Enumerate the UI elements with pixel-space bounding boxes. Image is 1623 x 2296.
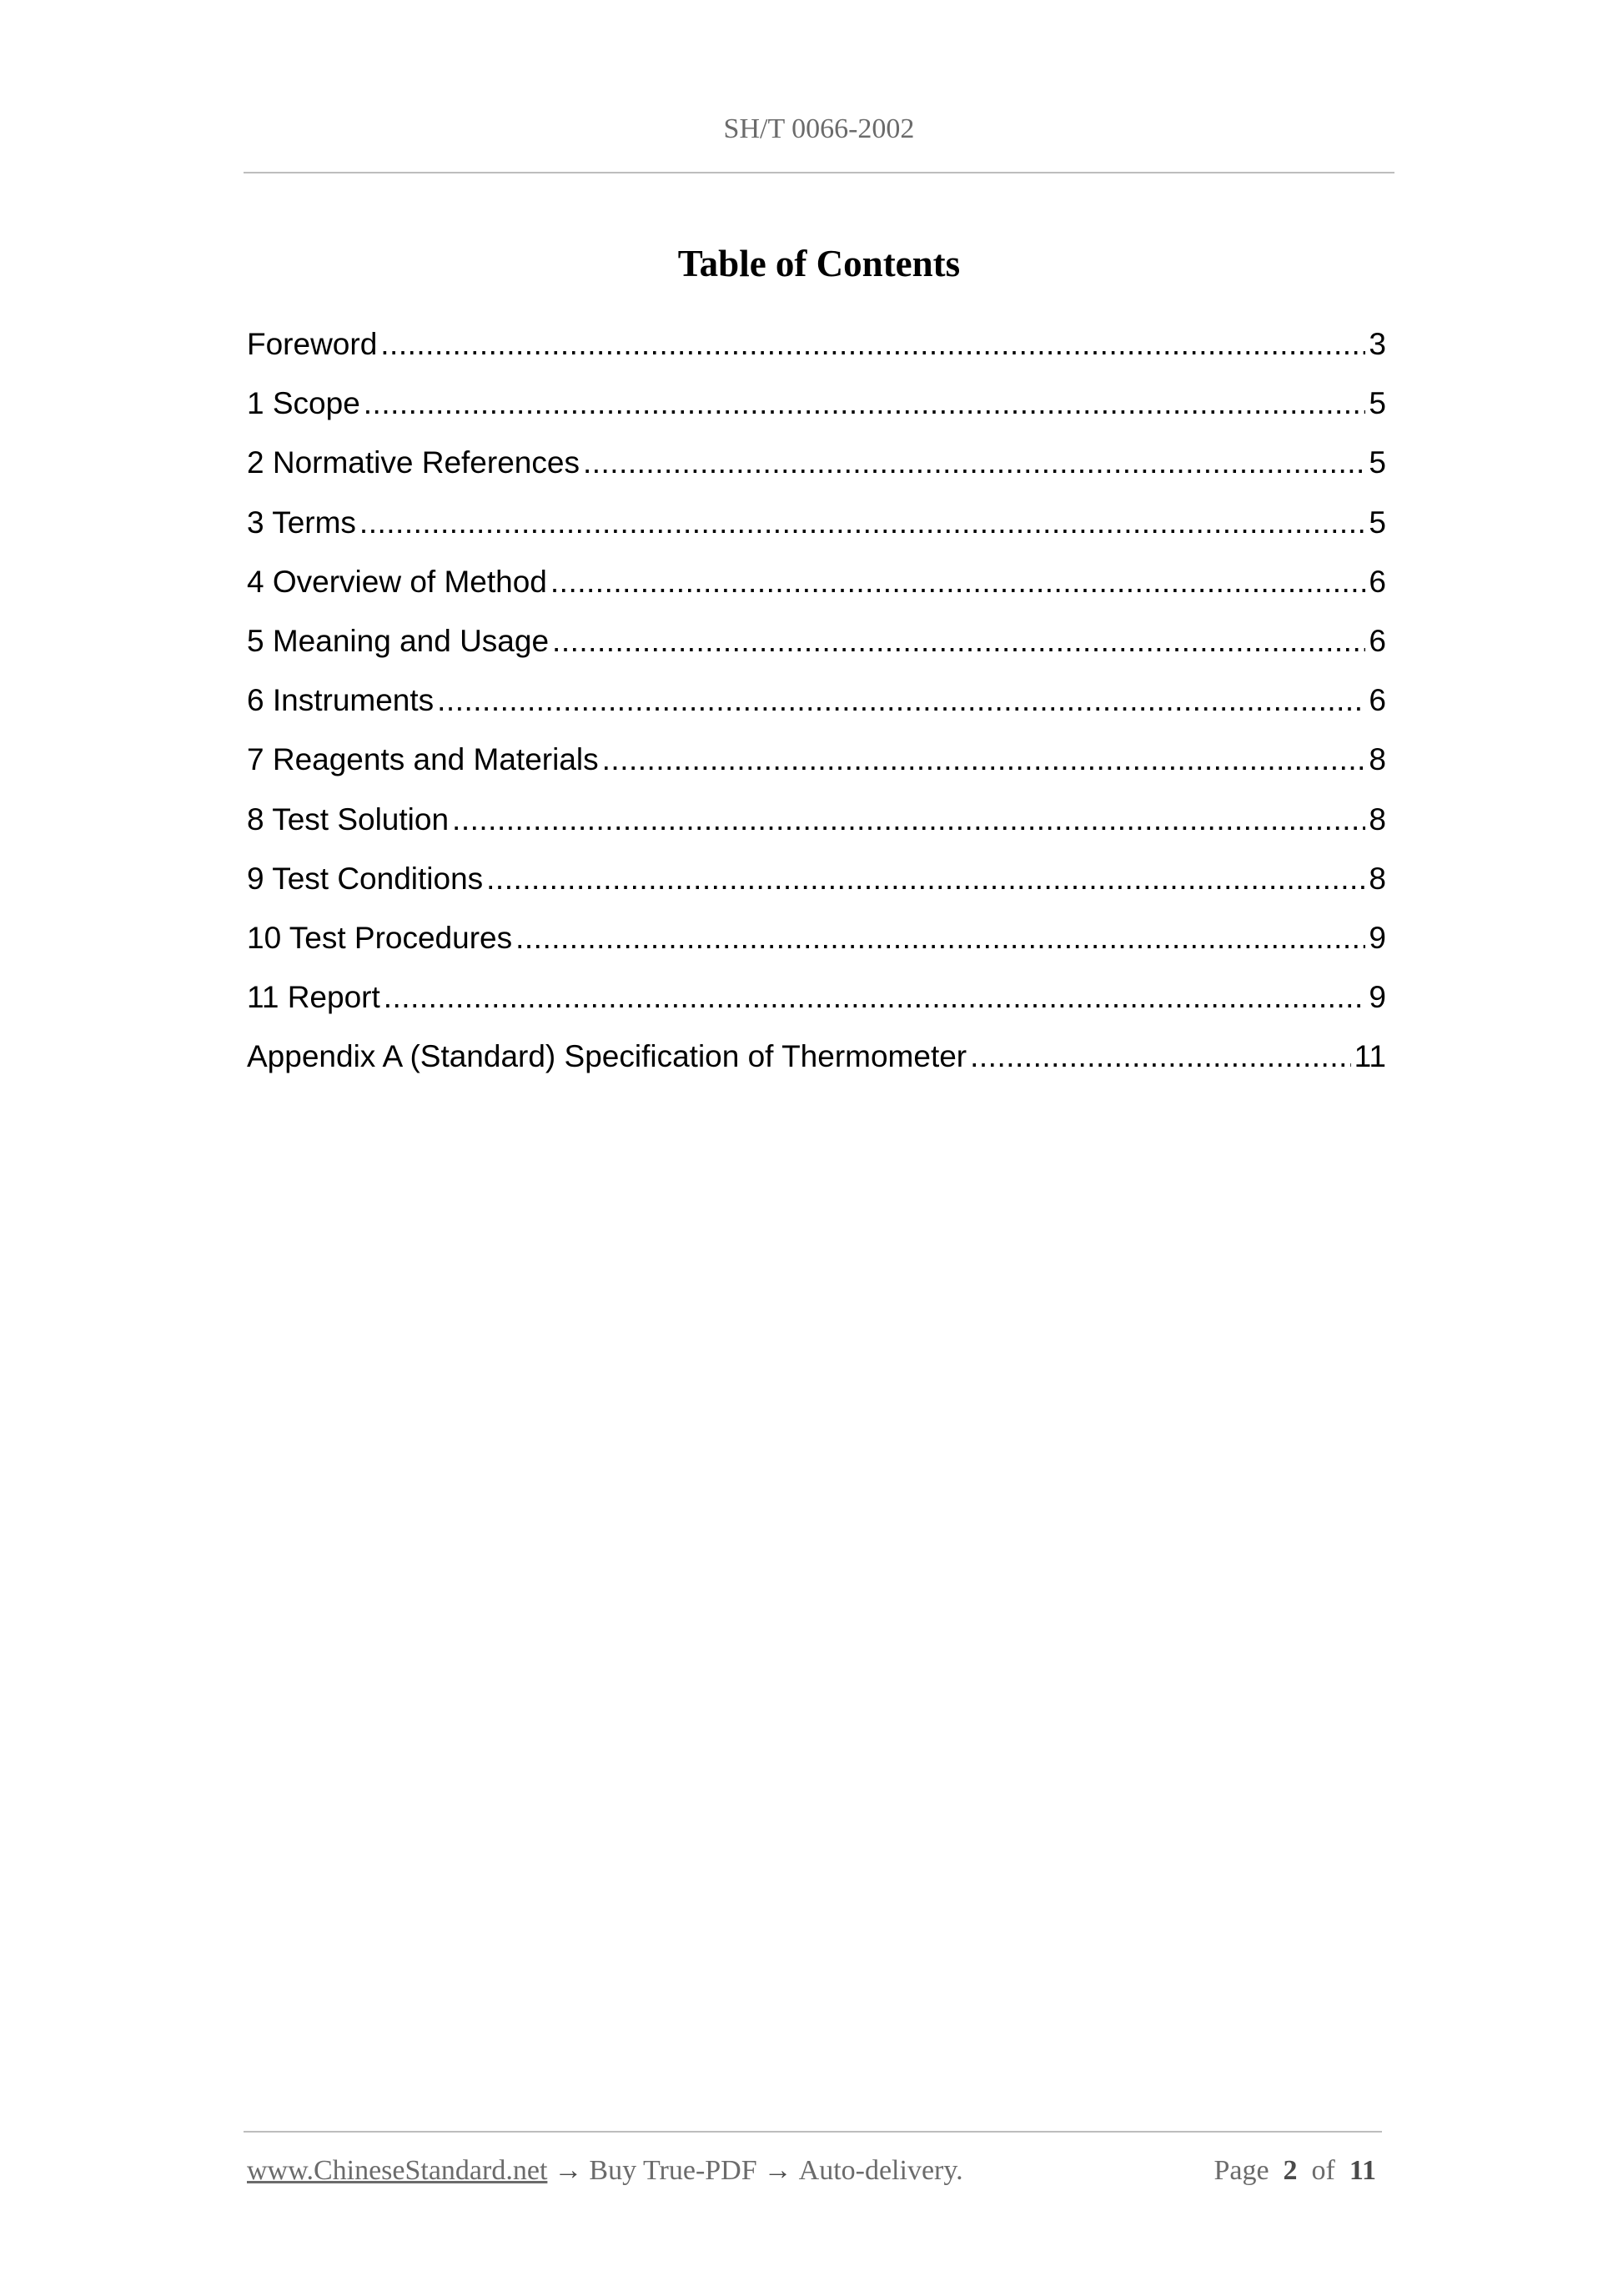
toc-entry-page: 5 [1369,386,1386,421]
footer-divider [244,2131,1382,2133]
site-link[interactable]: www.ChineseStandard.net [247,2155,548,2186]
page-number [1213,2155,1376,2187]
toc-entry-page: 8 [1369,742,1386,777]
running-header: SH/T 0066-2002 [723,113,915,144]
toc-entry[interactable] [247,565,1386,624]
header-divider [244,172,1394,173]
toc-entry-label: 7 Reagents and Materials [247,742,599,777]
toc-entry-label: 9 Test Conditions [247,861,484,896]
footer-promo [247,2155,963,2187]
toc-dot-leader [380,327,1365,362]
toc-entry[interactable] [247,980,1386,1039]
toc-dot-leader [437,683,1365,718]
toc-dot-leader [550,565,1366,600]
auto-delivery-text: Auto-delivery. [798,2155,963,2186]
toc-entry-label: Foreword [247,327,378,361]
toc-entry-page: 6 [1369,623,1386,658]
toc-dot-leader [602,742,1366,777]
toc-entry-page: 8 [1369,861,1386,896]
toc-entry-label: 8 Test Solution [247,801,450,837]
toc-entry[interactable] [247,921,1386,980]
toc-entry-label: 6 Instruments [247,683,435,718]
toc-entry-page: 6 [1369,683,1386,718]
toc-dot-leader [384,980,1366,1015]
toc-entry-label: 5 Meaning and Usage [247,623,550,658]
toc-entry-label: 11 Report [247,980,380,1015]
right-arrow-icon: → [554,2155,583,2186]
toc-entry-page: 3 [1369,327,1386,361]
toc-dot-leader [552,624,1365,659]
toc-entry[interactable] [247,624,1386,683]
toc-entry-label: 1 Scope [247,386,360,421]
total-page-count: 11 [1349,2155,1376,2186]
table-of-contents [247,327,1386,1098]
toc-entry[interactable] [247,742,1386,801]
toc-entry[interactable] [247,862,1386,921]
toc-dot-leader [452,802,1365,837]
toc-entry[interactable] [247,802,1386,862]
toc-entry-label: 2 Normative References [247,445,580,480]
toc-entry-page: 6 [1369,564,1386,599]
right-arrow-icon: → [763,2155,792,2186]
of-word: of [1311,2155,1335,2186]
toc-entry-label: 4 Overview of Method [247,564,547,599]
toc-entry-page: 9 [1369,920,1386,955]
toc-dot-leader [583,445,1365,480]
toc-entry-label: 10 Test Procedures [247,920,513,955]
buy-true-pdf-text: Buy True-PDF [589,2155,757,2186]
toc-dot-leader [364,386,1366,421]
toc-entry[interactable] [247,327,1386,386]
toc-entry[interactable] [247,1039,1386,1098]
toc-entry-page: 11 [1354,1039,1386,1074]
toc-dot-leader [359,505,1366,540]
toc-entry-label: Appendix A (Standard) Specification of Thermometer [247,1039,967,1074]
toc-entry-label: 3 Terms [247,505,356,540]
toc-entry-page: 9 [1369,980,1386,1015]
toc-dot-leader [486,862,1365,897]
toc-entry-page: 5 [1369,445,1386,480]
toc-entry-page: 5 [1369,505,1386,540]
toc-dot-leader [970,1039,1350,1074]
page-title: Table of Contents [677,243,961,284]
toc-entry[interactable] [247,683,1386,742]
toc-entry-page: 8 [1369,801,1386,837]
toc-entry[interactable] [247,505,1386,565]
page-word: Page [1213,2155,1269,2186]
current-page-number: 2 [1283,2155,1298,2186]
toc-entry[interactable] [247,445,1386,505]
toc-entry[interactable] [247,386,1386,445]
toc-dot-leader [515,921,1365,956]
